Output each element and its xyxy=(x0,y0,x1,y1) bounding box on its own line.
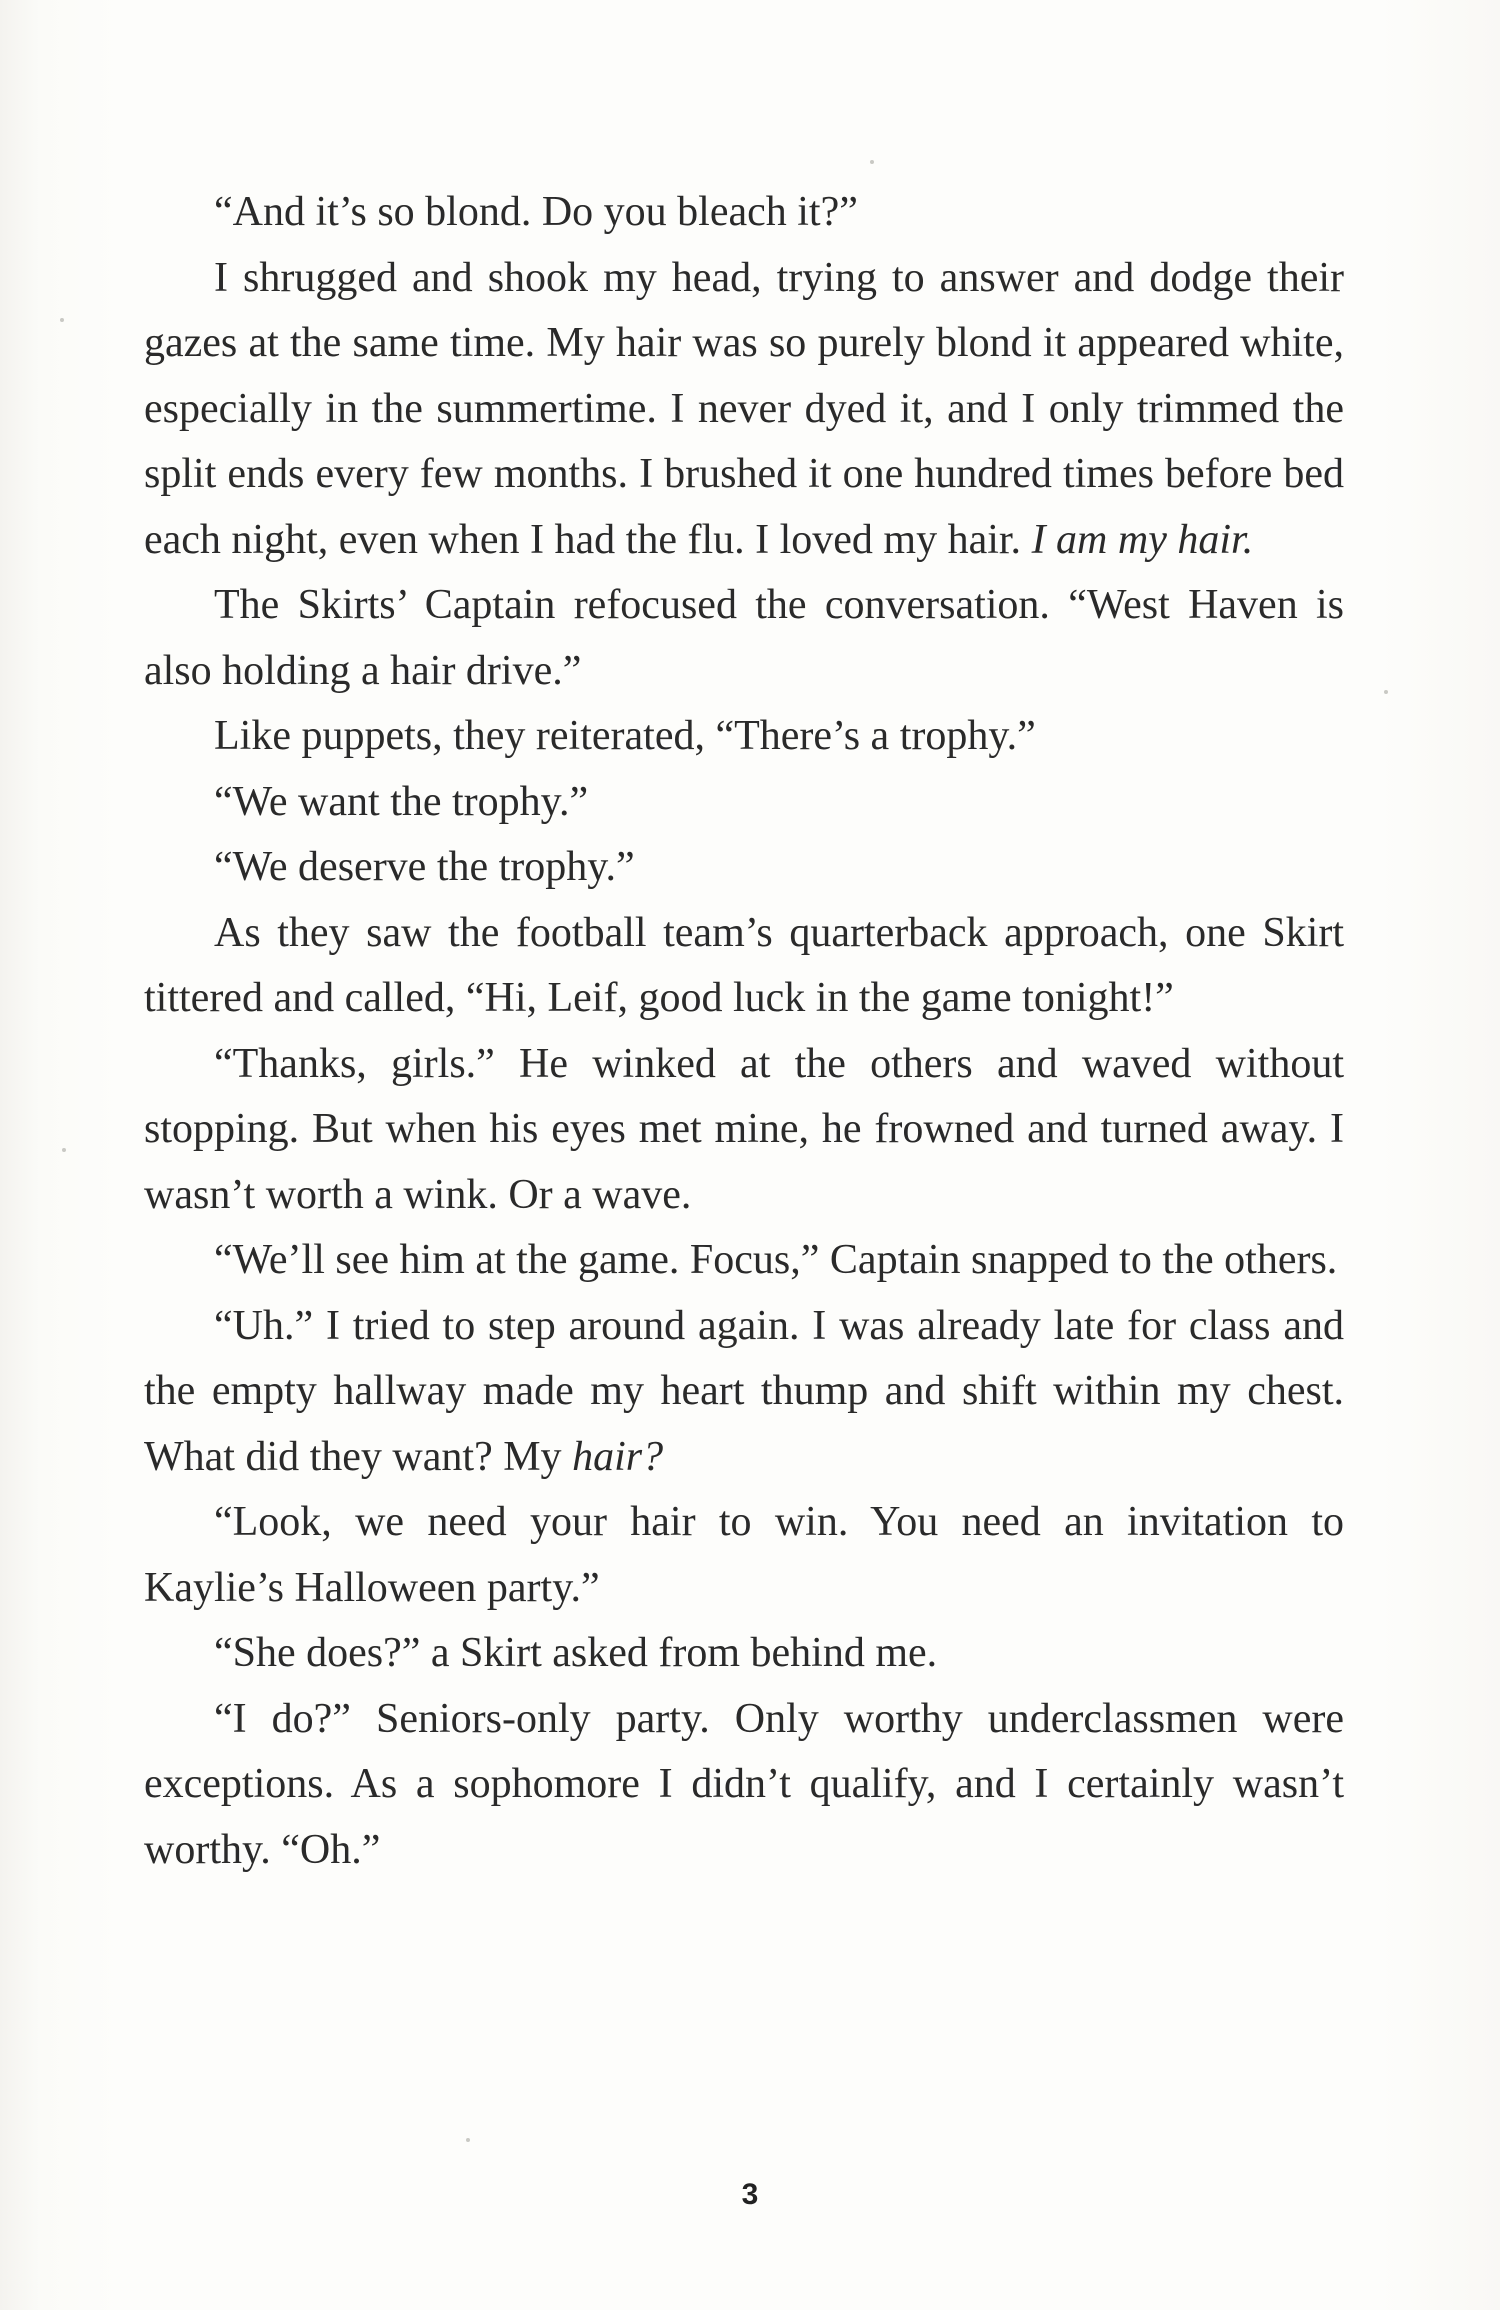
paper-speck xyxy=(1384,690,1388,694)
paragraph xyxy=(144,573,1344,704)
paragraph-text: “And it’s so blond. Do you bleach it?” xyxy=(214,189,858,235)
paragraph xyxy=(144,901,1344,1032)
italic-text: hair? xyxy=(572,1433,664,1480)
paragraph xyxy=(144,246,1344,574)
paragraph-text: “Uh.” I tried to step around again. I was already late for class and the empty hallway made my heart thump and shift within my chest. What did they want? My xyxy=(144,1302,1344,1480)
paper-speck xyxy=(62,1148,66,1152)
paper-speck xyxy=(870,160,874,164)
paragraph-text: “We want the trophy.” xyxy=(214,778,589,825)
paragraph-text: “Thanks, girls.” He winked at the others and waved without stopping. But when his eyes met mine, he frowned and turned away. I wasn’t worth a wink. Or a wave. xyxy=(144,1040,1344,1218)
paragraph xyxy=(144,1228,1344,1294)
paragraph xyxy=(144,1032,1344,1229)
paragraph-text: “Look, we need your hair to win. You need an invitation to Kaylie’s Halloween party.” xyxy=(144,1499,1344,1611)
paragraph-text: “We’ll see him at the game. Focus,” Captain snapped to the others. xyxy=(214,1237,1338,1283)
paragraph-text: Like puppets, they reiterated, “There’s a trophy.” xyxy=(214,713,1036,759)
body-text xyxy=(144,180,1344,1883)
paragraph-text: “We deserve the trophy.” xyxy=(214,844,635,890)
paragraph-text: As they saw the football team’s quarterback approach, one Skirt tittered and called, “Hi, Leif, good luck in the game tonight!” xyxy=(144,909,1344,1021)
paragraph-text: “I do?” Seniors-only party. Only worthy underclassmen were exceptions. As a sophomore I didn’t qualify, and I certainly wasn’t worthy. “Oh.” xyxy=(144,1695,1344,1873)
paragraph xyxy=(144,1621,1344,1687)
paragraph xyxy=(144,770,1344,836)
paragraph xyxy=(144,704,1344,770)
paper-speck xyxy=(466,2138,470,2142)
italic-text: I am my hair. xyxy=(1031,516,1254,563)
paragraph-text: I shrugged and shook my head, trying to answer and dodge their gazes at the same time. My hair was so purely blond it appeared white, especially in the summertime. I never dyed it, and I only trimmed the split ends every few months. I brushed it one hundred times before bed each night, even when I had the flu. I loved my hair. xyxy=(144,254,1344,563)
paragraph xyxy=(144,835,1344,901)
paragraph xyxy=(144,1294,1344,1491)
paragraph xyxy=(144,1687,1344,1884)
paragraph xyxy=(144,1490,1344,1621)
page-number: 3 xyxy=(741,2178,759,2211)
paragraph-text: The Skirts’ Captain refocused the conversation. “West Haven is also holding a hair drive.” xyxy=(144,582,1344,694)
paragraph-text: “She does?” a Skirt asked from behind me. xyxy=(214,1630,938,1676)
paper-speck xyxy=(60,318,64,322)
paragraph xyxy=(144,180,1344,246)
